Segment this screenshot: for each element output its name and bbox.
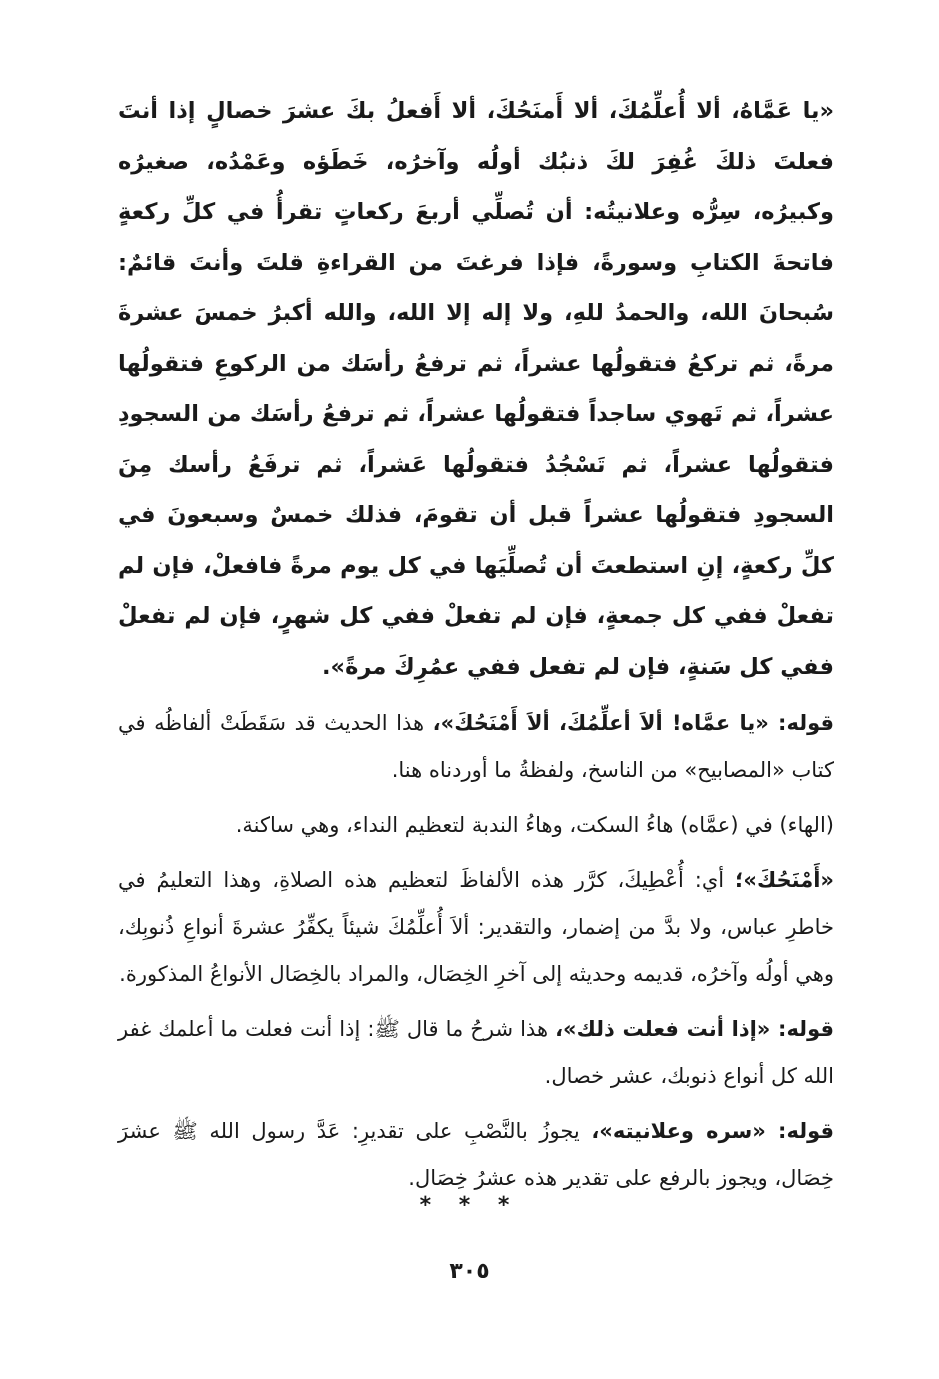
commentary-paragraph-2 [118,802,834,849]
commentary-text: يجوزُ بالنَّصْبِ على تقديرِ: عَدَّ رسول الله ﷺ عشرَ خِصَال، ويجوز بالرفع على تقدير هذه عشرُ خِصَال. [118,1119,834,1190]
hadith-paragraph [118,86,834,692]
commentary-lead: «أَمْنَحُكَ»؛ [735,868,834,892]
page-number: ٣٠٥ [449,1259,490,1284]
commentary-paragraph-5 [118,1108,834,1202]
hadith-text: «يا عَمَّاهُ، ألا أُعلِّمُكَ، ألا أَمنَحُكَ، ألا أَفعلُ بكَ عشرَ خصالٍ إذا أنتَ فعلتَ ذلكَ غُفِرَ لكَ ذنبُك أولُه وآخرُه، خَطَؤه وعَمْدُه، صغيرُه وكبيرُه، سِرُّه وعلانيتُه: أن تُصلِّي أربعَ ركعاتٍ تقرأُ في كلِّ ركعةٍ فاتحةَ الكتابِ وسورةً، فإذا فرغتَ من القراءةِ قلتَ وأنتَ قائمٌ: سُبحانَ الله، والحمدُ للهِ، ولا إله إلا الله، والله أكبرُ خمسَ عشرةَ مرةً، ثم تركعُ فتقولُها عشراً، ثم ترفعُ رأسَك من الركوعِ فتقولُها عشراً، ثم تَهوي ساجداً فتقولُها عشراً، ثم ترفعُ رأسَك من السجودِ فتقولُها عشراً، ثم تَسْجُدُ فتقولُها عَشراً، ثم ترفَعُ رأسك مِنَ السجودِ فتقولُها عشراً قبل أن تقومَ، فذلك خمسٌ وسبعونَ في كلِّ ركعةٍ، إنِ استطعتَ أن تُصلِّيَها في كل يوم مرةً فافعلْ، فإن لم تفعلْ ففي كل جمعةٍ، فإن لم تفعلْ ففي كل شهرٍ، فإن لم تفعلْ ففي كل سَنةٍ، فإن لم تفعل ففي عمُرِكَ مرةً». [118,98,834,680]
section-separator: * * * [419,1193,520,1218]
commentary-lead: قوله: «يا عمَّاه! ألاَ أعلِّمُكَ، ألاَ أَمْنَحُكَ»، [432,711,834,735]
commentary-text: أي: أُعْطِيكَ، كرَّر هذه الألفاظَ لتعظيم هذه الصلاةِ، وهذا التعليمُ في خاطرِ عباس، ولا بدَّ من إضمار، والتقدير: ألاَ أُعلِّمُكَ شيئاً يكفِّرُ عشرةَ أنواعِ ذُنوبِك، وهي أولُه وآخرُه، قديمه وحديثه إلى آخرِ الخِصَال، والمراد بالخِصَال الأنواعُ المذكورة. [118,868,834,986]
commentary-paragraph-3 [118,857,834,998]
commentary-text: هذا شرحُ ما قال ﷺ: إذا أنت فعلت ما أعلمك غفر الله كل أنواع ذنوبك، عشر خصال. [118,1017,834,1088]
commentary-lead: قوله: «سره وعلانيته»، [591,1119,834,1143]
commentary-paragraph-1 [118,700,834,794]
commentary-text: هذا الحديث قد سَقَطَتْ ألفاظُه في كتاب «المصابيح» من الناسخ، ولفظةُ ما أوردناه هنا. [118,711,834,782]
commentary-lead: قوله: «إذا أنت فعلت ذلك»، [555,1017,834,1041]
commentary-text: (الهاء) في (عمَّاه) هاءُ السكت، وهاءُ الندبة لتعظيم النداء، وهي ساكنة. [235,813,834,837]
commentary-paragraph-4 [118,1006,834,1100]
page-body [118,86,834,1202]
